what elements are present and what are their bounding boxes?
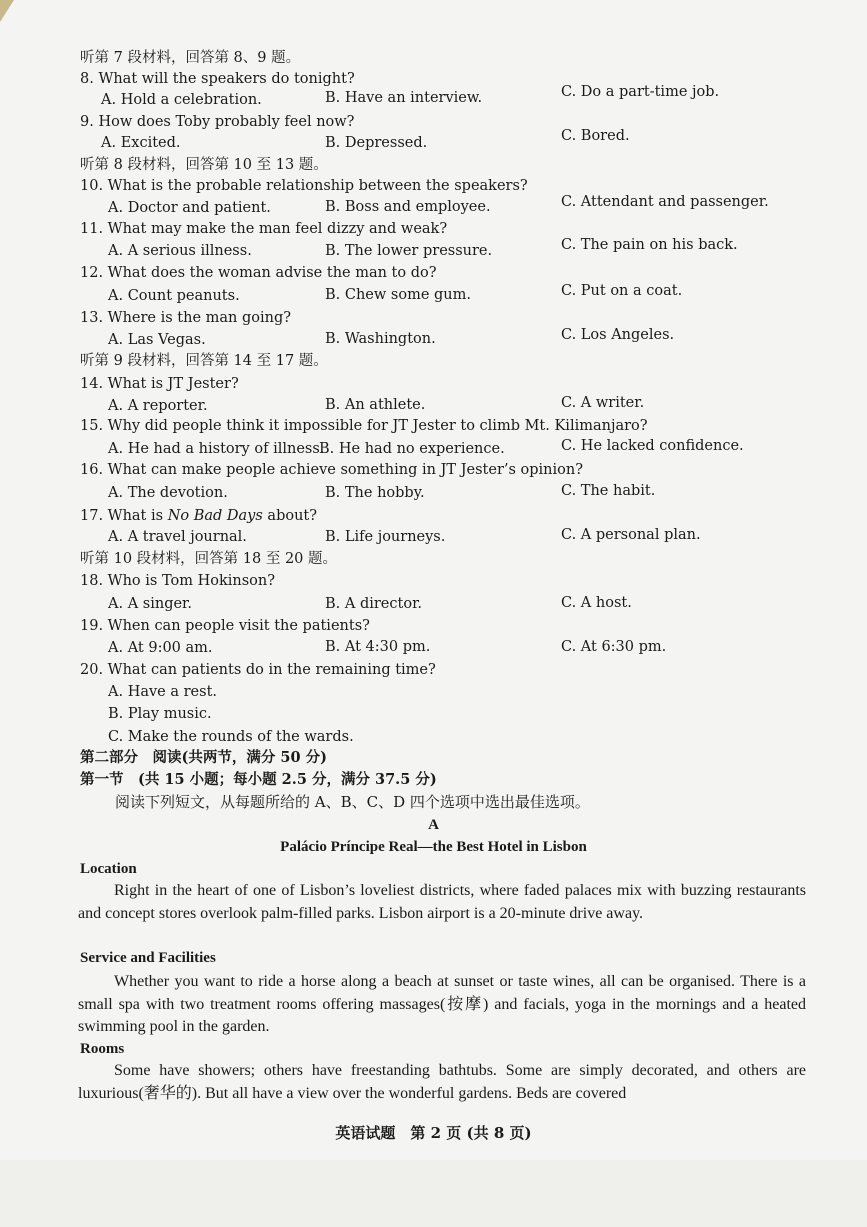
q8-option-b: B. Have an interview. [325,90,483,106]
q13-option-a: A. Las Vegas. [108,332,206,348]
question-17: 17. What is No Bad Days about? [80,508,318,524]
listening-instruction-7: 听第 7 段材料，回答第 8、9 题。 [80,50,301,66]
paragraph-service: Whether you want to ride a horse along a beach at sunset or taste wines, all can be organised. There is a small spa with two treatment rooms offering massages(按摩) and facials, yoga in the mornings and a heated swimming pool in the garden. [78,973,806,1035]
q9-option-b: B. Depressed. [325,135,428,151]
question-8: 8. What will the speakers do tonight? [80,71,355,87]
q8-option-c: C. Do a part-time job. [561,84,720,100]
q20-option-a: A. Have a rest. [108,684,218,700]
heading-rooms: Rooms [80,1041,125,1057]
question-16: 16. What can make people achieve something in JT Jester’s opinion? [80,462,583,478]
q10-option-c: C. Attendant and passenger. [561,194,769,210]
question-12: 12. What does the woman advise the man to do? [80,265,437,281]
question-20: 20. What can patients do in the remaining time? [80,662,436,678]
q8-option-a: A. Hold a celebration. [101,92,262,108]
q15-option-b: B. He had no experience. [319,441,505,457]
question-9: 9. How does Toby probably feel now? [80,114,355,130]
q9-option-a: A. Excited. [101,135,181,151]
q11-option-c: C. The pain on his back. [561,237,738,253]
q18-option-a: A. A singer. [108,596,192,612]
listening-instruction-8: 听第 8 段材料，回答第 10 至 13 题。 [80,157,328,173]
question-10: 10. What is the probable relationship between the speakers? [80,178,528,194]
q17-option-c: C. A personal plan. [561,527,701,543]
q14-option-a: A. A reporter. [108,398,208,414]
page-corner-mark [0,0,14,22]
q15-option-a: A. He had a history of illness. [108,441,325,457]
q15-option-c: C. He lacked confidence. [561,438,744,454]
q16-option-c: C. The habit. [561,483,656,499]
q19-option-a: A. At 9:00 am. [108,640,213,656]
q10-option-b: B. Boss and employee. [325,199,491,215]
question-14: 14. What is JT Jester? [80,376,239,392]
q12-option-b: B. Chew some gum. [325,287,471,303]
listening-instruction-9: 听第 9 段材料，回答第 14 至 17 题。 [80,353,328,369]
q11-option-b: B. The lower pressure. [325,243,493,259]
paragraph-location: Right in the heart of one of Lisbon’s loveliest districts, where faded palaces mix with buzzing restaurants and concept stores overlook palm-filled parks. Lisbon airport is a 20-minute drive away. [78,882,806,922]
question-18: 18. Who is Tom Hokinson? [80,573,275,589]
q18-option-c: C. A host. [561,595,632,611]
heading-location: Location [80,861,137,877]
q12-option-a: A. Count peanuts. [108,288,240,304]
heading-service: Service and Facilities [80,950,216,966]
passage-letter: A [428,817,439,833]
page-footer: 英语试题 第 2 页 (共 8 页) [335,1124,532,1142]
q20-option-b: B. Play music. [108,706,212,722]
part2-heading: 第二部分 阅读(共两节，满分 50 分) [80,749,327,766]
q11-option-a: A. A serious illness. [108,243,252,259]
q18-option-b: B. A director. [325,596,423,612]
q20-option-c: C. Make the rounds of the wards. [108,729,354,745]
q16-option-b: B. The hobby. [325,485,425,501]
question-19: 19. When can people visit the patients? [80,618,370,634]
paragraph-rooms: Some have showers; others have freestanding bathtubs. Some are simply decorated, and others are luxurious(奢华的). But all have a view over the wonderful gardens. Beds are covered [78,1062,806,1102]
q10-option-a: A. Doctor and patient. [108,200,271,216]
question-11: 11. What may make the man feel dizzy and weak? [80,221,448,237]
passage-title: Palácio Príncipe Real—the Best Hotel in Lisbon [280,839,587,855]
q13-option-b: B. Washington. [325,331,436,347]
q14-option-c: C. A writer. [561,395,645,411]
q9-option-c: C. Bored. [561,128,630,144]
section1-heading: 第一节 (共 15 小题；每小题 2.5 分，满分 37.5 分) [80,771,437,788]
q19-option-c: C. At 6:30 pm. [561,639,667,655]
q17-option-b: B. Life journeys. [325,529,446,545]
scan-margin [0,1160,867,1227]
q13-option-c: C. Los Angeles. [561,327,675,343]
question-13: 13. Where is the man going? [80,310,292,326]
question-15: 15. Why did people think it impossible for JT Jester to climb Mt. Kilimanjaro? [80,418,648,434]
q17-option-a: A. A travel journal. [108,529,247,545]
q19-option-b: B. At 4:30 pm. [325,639,431,655]
q12-option-c: C. Put on a coat. [561,283,683,299]
q14-option-b: B. An athlete. [325,397,426,413]
reading-instruction: 阅读下列短文，从每题所给的 A、B、C、D 四个选项中选出最佳选项。 [115,793,590,811]
listening-instruction-10: 听第 10 段材料，回答第 18 至 20 题。 [80,551,338,567]
q16-option-a: A. The devotion. [108,485,228,501]
